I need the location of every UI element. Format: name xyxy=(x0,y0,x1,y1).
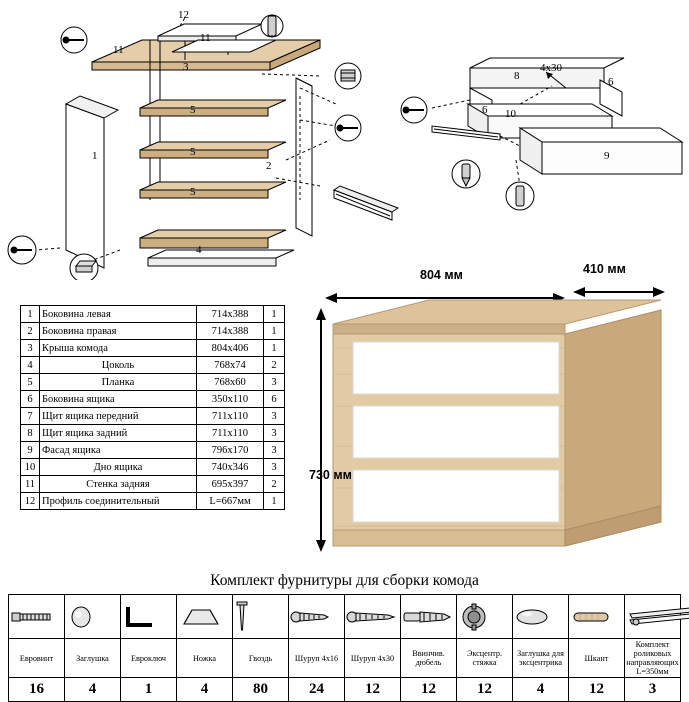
part-size: 768х74 xyxy=(197,357,264,374)
screw-4x30-icon xyxy=(345,595,401,639)
part-qty: 3 xyxy=(264,374,285,391)
kit-item-qty: 3 xyxy=(625,678,681,702)
part-name: Щит ящика передний xyxy=(40,408,197,425)
callout-10: 10 xyxy=(505,108,516,120)
kit-item-name: Шуруп 4х16 xyxy=(289,639,345,678)
part-number: 10 xyxy=(21,459,40,476)
part-qty: 3 xyxy=(264,442,285,459)
slide-rails-icon xyxy=(625,595,681,639)
depth-dimension-label: 410 мм xyxy=(583,262,626,276)
table-row xyxy=(21,374,285,391)
foot-icon xyxy=(177,595,233,639)
part-number: 9 xyxy=(21,442,40,459)
table-row xyxy=(21,357,285,374)
callout-11-left: 11 xyxy=(113,44,124,56)
part-number: 6 xyxy=(21,391,40,408)
product-photo xyxy=(309,262,675,568)
exploded-drawing-svg xyxy=(0,0,689,280)
cam-cap-icon xyxy=(513,595,569,639)
callout-screw-4x30: 4x30 xyxy=(540,62,562,74)
screw-4x16-icon xyxy=(289,595,345,639)
part-size: 796х170 xyxy=(197,442,264,459)
callout-8: 8 xyxy=(514,70,520,82)
kit-item-qty: 4 xyxy=(513,678,569,702)
part-qty: 2 xyxy=(264,476,285,493)
kit-item-qty: 80 xyxy=(233,678,289,702)
callout-9: 9 xyxy=(604,150,610,162)
callout-1: 1 xyxy=(92,150,98,162)
part-number: 4 xyxy=(21,357,40,374)
part-size: 711х110 xyxy=(197,408,264,425)
table-row xyxy=(21,323,285,340)
kit-item-name: Заглушка для эксцентрика xyxy=(513,639,569,678)
part-qty: 1 xyxy=(264,493,285,510)
cam-lock-icon xyxy=(457,595,513,639)
part-name: Цоколь xyxy=(40,357,197,374)
nail-icon xyxy=(233,595,289,639)
callout-12: 12 xyxy=(178,9,189,21)
part-name: Крыша комода xyxy=(40,340,197,357)
part-name: Щит ящика задний xyxy=(40,425,197,442)
part-qty: 1 xyxy=(264,323,285,340)
callout-6-left: 6 xyxy=(482,104,488,116)
euro-screw-icon xyxy=(9,595,65,639)
kit-item-name: Заглушка xyxy=(65,639,121,678)
kit-item-qty: 12 xyxy=(569,678,625,702)
part-number: 2 xyxy=(21,323,40,340)
width-dimension-label: 804 мм xyxy=(420,268,463,282)
callout-4: 4 xyxy=(196,244,202,256)
table-row xyxy=(21,476,285,493)
table-row xyxy=(21,340,285,357)
part-number: 1 xyxy=(21,306,40,323)
part-size: 768х60 xyxy=(197,374,264,391)
part-qty: 3 xyxy=(264,408,285,425)
part-qty: 6 xyxy=(264,391,285,408)
kit-item-name: Шкант xyxy=(569,639,625,678)
callout-11-right: 11 xyxy=(200,32,211,44)
callout-2: 2 xyxy=(266,160,272,172)
part-qty: 2 xyxy=(264,357,285,374)
dowel-screw-icon xyxy=(401,595,457,639)
kit-item-name: Евроключ xyxy=(121,639,177,678)
kit-item-qty: 4 xyxy=(65,678,121,702)
dowel-icon xyxy=(569,595,625,639)
product-photo-svg xyxy=(315,278,675,568)
kit-item-name: Гвоздь xyxy=(233,639,289,678)
part-number: 7 xyxy=(21,408,40,425)
kit-item-qty: 12 xyxy=(401,678,457,702)
part-name: Боковина ящика xyxy=(40,391,197,408)
kit-item-name: Эксцентр. стяжка xyxy=(457,639,513,678)
kit-item-qty: 12 xyxy=(457,678,513,702)
kit-item-qty: 12 xyxy=(345,678,401,702)
kit-title: Комплект фурнитуры для сборки комода xyxy=(210,572,479,589)
kit-item-name: Шуруп 4х30 xyxy=(345,639,401,678)
height-dimension-label: 730 мм xyxy=(309,468,352,482)
euro-key-icon xyxy=(121,595,177,639)
part-name: Профиль соединительный xyxy=(40,493,197,510)
part-qty: 3 xyxy=(264,425,285,442)
table-row xyxy=(21,459,285,476)
callout-6-right: 6 xyxy=(608,76,614,88)
table-row xyxy=(21,306,285,323)
kit-item-qty: 4 xyxy=(177,678,233,702)
table-row xyxy=(21,493,285,510)
table-row xyxy=(21,391,285,408)
part-size: L=667мм xyxy=(197,493,264,510)
part-number: 11 xyxy=(21,476,40,493)
callout-3: 3 xyxy=(183,61,189,73)
part-qty: 1 xyxy=(264,340,285,357)
part-size: 695х397 xyxy=(197,476,264,493)
part-qty: 3 xyxy=(264,459,285,476)
part-size: 740х346 xyxy=(197,459,264,476)
kit-item-qty: 24 xyxy=(289,678,345,702)
callout-5-bottom: 5 xyxy=(190,186,196,198)
part-name: Планка xyxy=(40,374,197,391)
part-size: 711х110 xyxy=(197,425,264,442)
part-number: 8 xyxy=(21,425,40,442)
kit-item-name: Комплект роликовых направляющих L=350мм xyxy=(626,640,679,676)
kit-item-qty: 1 xyxy=(121,678,177,702)
part-size: 714х388 xyxy=(197,306,264,323)
callout-5-mid: 5 xyxy=(190,146,196,158)
kit-item-qty: 16 xyxy=(9,678,65,702)
callout-5-top: 5 xyxy=(190,104,196,116)
part-number: 12 xyxy=(21,493,40,510)
table-row xyxy=(21,408,285,425)
part-name: Боковина левая xyxy=(40,306,197,323)
part-number: 5 xyxy=(21,374,40,391)
part-name: Стенка задняя xyxy=(40,476,197,493)
part-name: Фасад ящика xyxy=(40,442,197,459)
part-size: 350х110 xyxy=(197,391,264,408)
kit-item-name: Ножка xyxy=(177,639,233,678)
part-qty: 1 xyxy=(264,306,285,323)
kit-item-name: Евровинт xyxy=(9,639,65,678)
cap-plug-icon xyxy=(65,595,121,639)
table-row xyxy=(21,425,285,442)
part-size: 804х406 xyxy=(197,340,264,357)
part-name: Боковина правая xyxy=(40,323,197,340)
exploded-drawing xyxy=(0,0,689,280)
parts-table xyxy=(20,305,285,510)
table-row xyxy=(21,442,285,459)
kit-item-name: Ввинчив. дюбель xyxy=(401,639,457,678)
part-number: 3 xyxy=(21,340,40,357)
part-name: Дно ящика xyxy=(40,459,197,476)
hardware-kit-table xyxy=(8,594,681,702)
part-size: 714х388 xyxy=(197,323,264,340)
